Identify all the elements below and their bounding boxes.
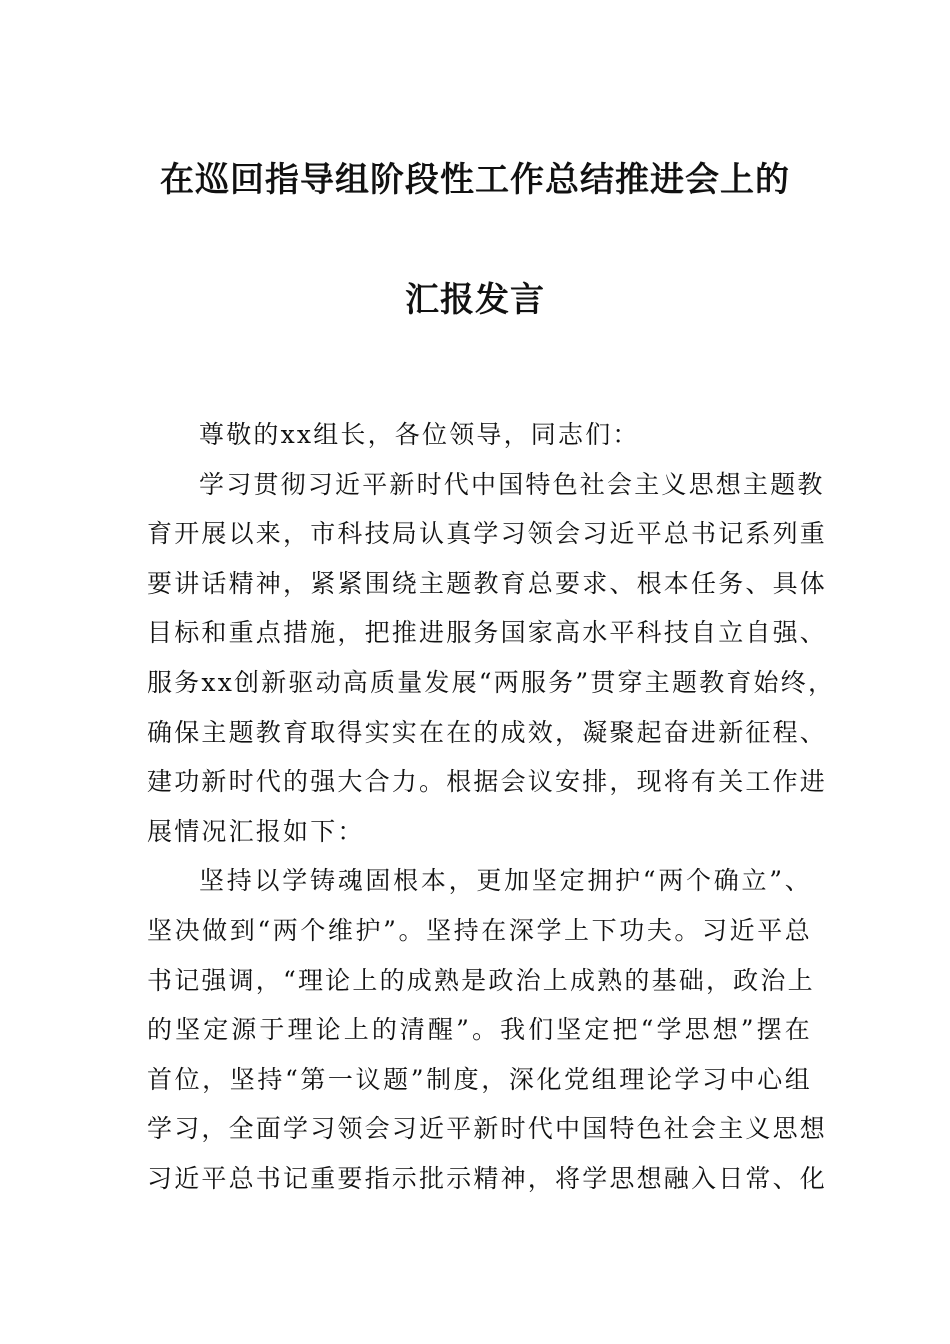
- paragraph-line: 育开展以来，市科技局认真学习领会习近平总书记系列重: [147, 519, 828, 549]
- salutation: [147, 410, 812, 460]
- paragraph-line: 的坚定源于理论上的清醒”。我们坚定把“学思想”摆在: [147, 1015, 812, 1045]
- paragraph-line: 首位，坚持“第一议题”制度，深化党组理论学习中心组: [147, 1064, 812, 1094]
- paragraph-line: 习近平总书记重要指示批示精神，将学思想融入日常、化: [147, 1163, 828, 1193]
- document-title-line-2: 汇报发言: [405, 280, 545, 320]
- paragraph-2: [147, 856, 828, 1203]
- paragraph-1: [147, 460, 836, 857]
- paragraph-line: 建功新时代的强大合力。根据会议安排，现将有关工作进: [147, 767, 828, 797]
- salutation-text: 尊敬的xx组长，各位领导，同志们：: [199, 420, 640, 449]
- paragraph-line: 确保主题教育取得实实在在的成效，凝聚起奋进新征程、: [147, 717, 828, 747]
- paragraph-line: 坚持以学铸魂固根本，更加坚定拥护“两个确立”、: [199, 866, 812, 896]
- paragraph-line: 书记强调，“理论上的成熟是政治上成熟的基础，政治上: [147, 965, 815, 995]
- paragraph-line: 坚决做到“两个维护”。坚持在深学上下功夫。习近平总: [147, 915, 812, 945]
- paragraph-line: 目标和重点措施，把推进服务国家高水平科技自立自强、: [147, 618, 828, 648]
- document-title-line-1: 在巡回指导组阶段性工作总结推进会上的: [160, 160, 790, 200]
- document-body: [147, 410, 836, 1204]
- paragraph-line: 展情况汇报如下：: [147, 816, 365, 846]
- paragraph-line: 学习，全面学习领会习近平新时代中国特色社会主义思想: [147, 1114, 828, 1144]
- paragraph-line: 要讲话精神，紧紧围绕主题教育总要求、根本任务、具体: [147, 568, 828, 598]
- paragraph-line: 服务xx创新驱动高质量发展“两服务”贯穿主题教育始终，: [147, 667, 836, 697]
- paragraph-line: 学习贯彻习近平新时代中国特色社会主义思想主题教: [199, 469, 825, 499]
